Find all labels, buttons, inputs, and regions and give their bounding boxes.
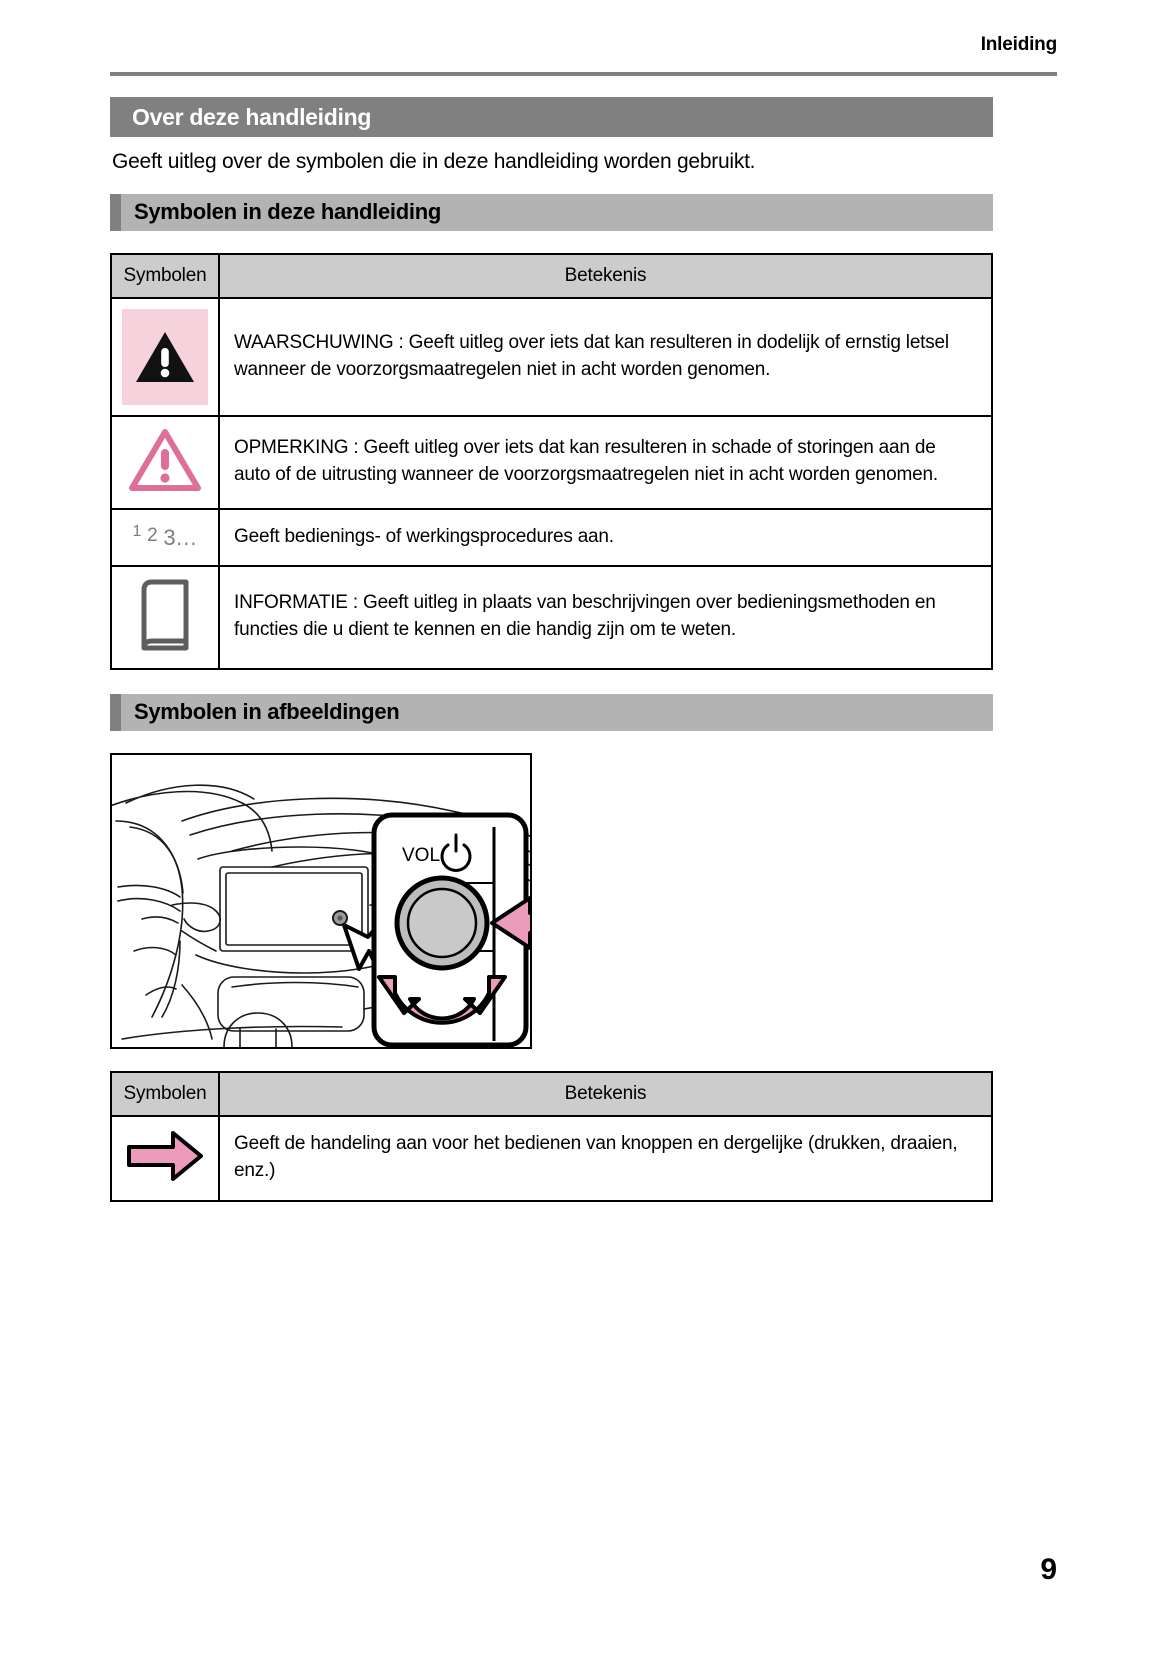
- meaning-cell: WAARSCHUWING : Geeft uitleg over iets dat kan resulteren in dodelijk of ernstig letsel wanneer de voorzorgsmaatregelen niet in acht worden genomen.: [219, 298, 992, 416]
- numbered-steps-icon: [132, 523, 198, 551]
- column-header-betekenis: Betekenis: [219, 1072, 992, 1116]
- running-header-title: Inleiding: [980, 34, 1057, 55]
- table-header-row: [111, 1072, 992, 1116]
- symbol-cell: [111, 566, 219, 669]
- symbol-cell: [111, 298, 219, 416]
- caution-triangle-outline-icon: [128, 480, 202, 497]
- symbols-table-manual: [110, 253, 993, 670]
- table-row: [111, 566, 992, 669]
- step-number-one: 1: [132, 523, 142, 541]
- column-header-symbolen: Symbolen: [111, 1072, 219, 1116]
- section-lead-paragraph: Geeft uitleg over de symbolen die in deze handleiding worden gebruikt.: [112, 150, 756, 173]
- page-content: [110, 97, 993, 1202]
- column-header-betekenis: Betekenis: [219, 254, 992, 298]
- meaning-cell: OPMERKING : Geeft uitleg over iets dat kan resulteren in schade of storingen aan de auto of de uitrusting wanneer de voorzorgsmaatregelen niet in acht worden genomen.: [219, 416, 992, 509]
- step-number-three: 3: [163, 525, 177, 551]
- subsection-title-symbolen-in-deze-handleiding: Symbolen in deze handleiding: [110, 194, 993, 231]
- meaning-cell: Geeft bedienings- of werkingsprocedures aan.: [219, 509, 992, 566]
- table-header-row: [111, 254, 992, 298]
- column-header-symbolen: Symbolen: [111, 254, 219, 298]
- meaning-cell: Geeft de handeling aan voor het bedienen van knoppen en dergelijke (drukken, draaien, enz.): [219, 1116, 992, 1201]
- callout-vol-label: VOL: [402, 844, 441, 866]
- meaning-cell: INFORMATIE : Geeft uitleg in plaats van beschrijvingen over bedieningsmethoden en functies die u dient te kennen en die handig zijn om te weten.: [219, 566, 992, 669]
- header-divider-rule: [110, 72, 1057, 76]
- warning-triangle-filled-icon: [122, 309, 208, 405]
- symbols-table-illustrations: [110, 1071, 993, 1202]
- table-row: [111, 1116, 992, 1201]
- page-number: 9: [1040, 1553, 1057, 1586]
- table-row: [111, 298, 992, 416]
- symbol-cell: [111, 1116, 219, 1201]
- book-icon: [136, 640, 194, 657]
- pink-block-arrow-icon: [123, 1172, 207, 1189]
- table-row: [111, 416, 992, 509]
- step-ellipsis: ...: [176, 525, 198, 551]
- step-number-two: 2: [147, 525, 159, 547]
- table-row: [111, 509, 992, 566]
- symbol-cell: [111, 416, 219, 509]
- symbol-cell: [111, 509, 219, 566]
- section-title-over-deze-handleiding: Over deze handleiding: [110, 97, 993, 137]
- dashboard-audio-callout-illustration: [110, 753, 532, 1049]
- subsection-title-symbolen-in-afbeeldingen: Symbolen in afbeeldingen: [110, 694, 993, 731]
